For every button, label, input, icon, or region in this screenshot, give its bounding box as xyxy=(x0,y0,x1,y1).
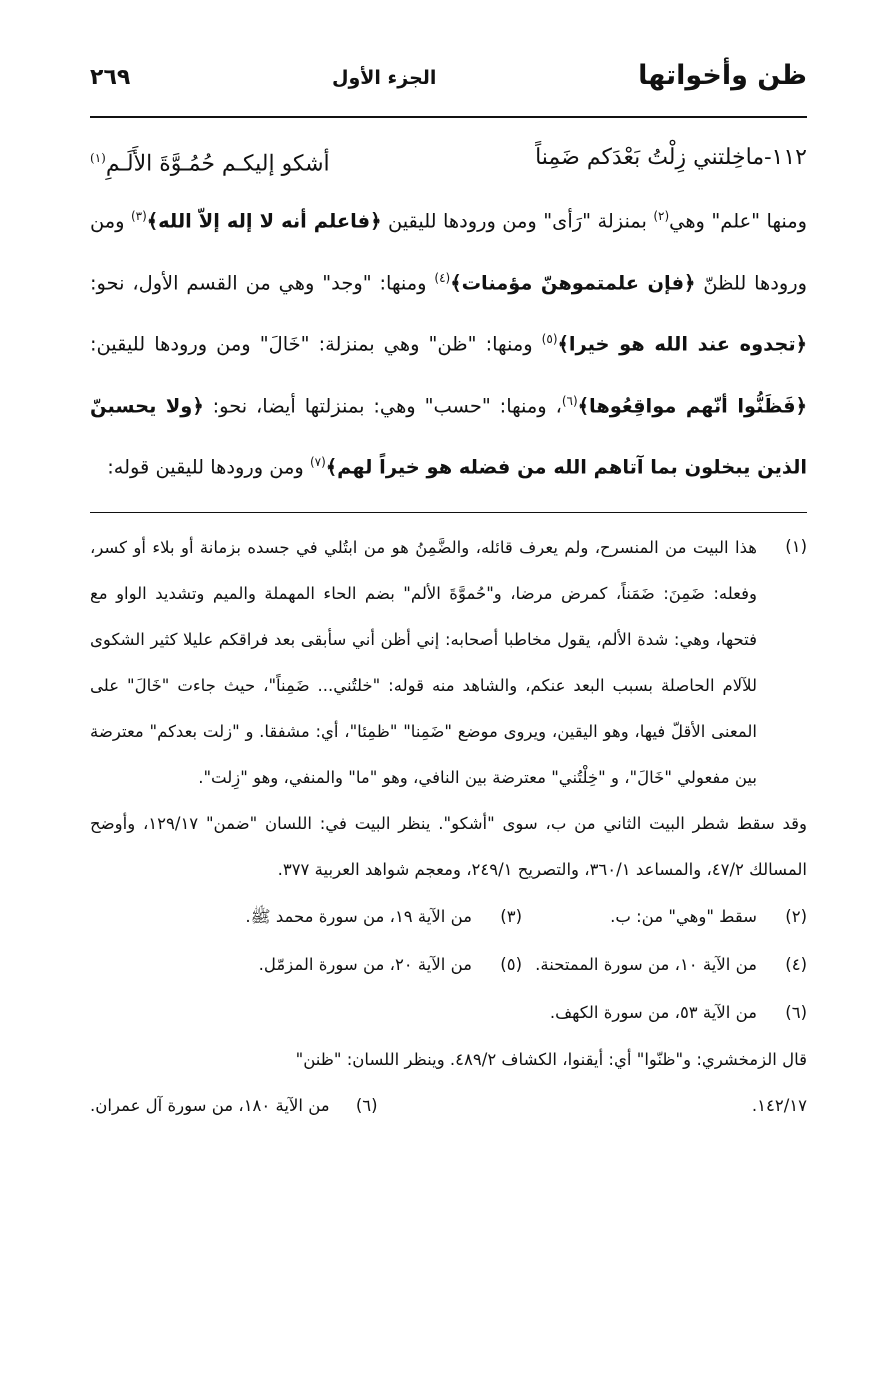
footnotes xyxy=(90,525,807,1129)
page-number: ٢٦٩ xyxy=(90,65,131,90)
footnote-6-continuation: قال الزمخشري: و"ظنّوا" أي: أيقنوا، الكشاف ٤٨٩/٢. وينظر اللسان: "ظنن" xyxy=(295,1049,807,1069)
footnote-number: (١) xyxy=(785,536,807,556)
text-segment: ومن ورودها للظنّ xyxy=(90,209,807,295)
footnote-ref: (٤) xyxy=(434,270,451,285)
text-segment: ومنها: "ظن" وهي بمنزلة: "خَالَ" ومن ورودها لليقين: xyxy=(90,332,542,356)
verse-number: ١١٢ xyxy=(771,145,807,170)
footnote-number: (٦) xyxy=(785,1002,807,1022)
text-segment: بمنزلة "رَأى" ومن ورودها لليقين xyxy=(381,209,654,233)
quran-quote: ﴿فَظَنُّوا أنّهم مواقِعُوها﴾ xyxy=(577,394,807,418)
footnote-row-2-3 xyxy=(90,893,807,941)
footnote-text: من الآية ١٩، من سورة محمد ﷺ. xyxy=(245,906,472,926)
footnote-ref: (٣) xyxy=(130,209,147,224)
text-segment: ومن ورودها لليقين قوله: xyxy=(107,455,310,479)
quran-quote: ﴿ولا يحسبنّ الذين يبخلون بما آتاهم الله من فضله هو خيراً لهم﴾ xyxy=(90,394,807,479)
footnote-number: (٤) xyxy=(785,954,807,974)
verse-hemistich-second xyxy=(90,138,330,184)
footnote-last-line xyxy=(90,1083,807,1129)
quran-quote: ﴿فاعلم أنه لا إله إلاّ الله﴾ xyxy=(146,209,382,233)
footnote-1 xyxy=(90,525,807,801)
footnote-separator xyxy=(90,512,807,513)
main-text xyxy=(90,188,807,495)
text-segment: ومنها "علم" وهي xyxy=(669,209,807,233)
quran-quote: ﴿تجدوه عند الله هو خيرا﴾ xyxy=(557,332,807,356)
verse-second-half: أشكو إليكـم حُمُـوَّةَ الأَلَـمِ xyxy=(105,151,330,177)
footnote-number: (٣) xyxy=(500,906,522,926)
running-title: ظن وأخواتها xyxy=(638,60,807,91)
footnote-text: من الآية ٥٣، من سورة الكهف. xyxy=(549,1002,757,1022)
footnote-ref: (٥) xyxy=(541,332,558,347)
footnote-text: هذا البيت من المنسرح، ولم يعرف قائله، والضَّمِنُ هو من ابتُلي في جسده بزمانة أو بلاء أو كسر، وفعله: ضَمِنَ: ضَمَناً، كمرض مرضا، و"حُموَّةَ الألم" بضم الحاء المهملة والميم وتشديد الواو مع فتحها، وهي: شدة الألم، يقول مخاطبا أصحابه: إني أظن أني سأبقى بعد فراقكم عليلا كثير الشكوى للآلام الحاصلة بسبب البعد عنكم، والشاهد منه قوله: "خلتُني... ضَمِناً"، حيث جاءت "خَالَ" على المعنى الأقلّ فيها، وهو اليقين، ويروى موضع "ضَمِنا" "ظمِئا"، أي: مشفقا. و "زلت بعدكم" معترضة بين مفعولي "خَالَ"، و "خِلْتُني" معترضة بين النافي، وهو "ما" والمنفي، وهو "زِلت". xyxy=(90,537,757,787)
footnote-text: من الآية ١٨٠، من سورة آل عمران. xyxy=(90,1095,330,1115)
footnote-row-6 xyxy=(90,989,807,1037)
verse-hemistich-first xyxy=(535,138,807,184)
text-segment: ، ومنها: "حسب" وهي: بمنزلتها أيضا، نحو: xyxy=(203,394,562,418)
footnote-number: (٦) xyxy=(355,1095,378,1115)
book-page xyxy=(90,60,807,1129)
footnote-1-continuation: وقد سقط شطر البيت الثاني من ب، سوى "أشكو". ينظر البيت في: اللسان "ضمن" ١٢٩/١٧، وأوضح المسالك ٤٧/٢، والمساعد ٣٦٠/١، والتصريح ٢٤٩/١، ومعجم شواهد العربية ٣٧٧. xyxy=(90,813,807,879)
footnote-text: ١٤٢/١٧. xyxy=(751,1095,807,1115)
footnote-text: سقط "وهي" من: ب. xyxy=(610,906,757,926)
footnote-7 xyxy=(90,1083,378,1129)
footnote-text: من الآية ٢٠، من سورة المزمّل. xyxy=(258,954,472,974)
footnote-number: (٢) xyxy=(785,906,807,926)
text-segment: ومنها: "وجد" وهي من القسم الأول، نحو: xyxy=(90,271,435,295)
footnote-ref: (١) xyxy=(90,151,106,165)
footnote-ref: (٧) xyxy=(309,455,326,470)
quran-quote: ﴿فإن علمتموهنّ مؤمنات﴾ xyxy=(450,271,696,295)
poetry-verse xyxy=(90,138,807,184)
footnote-text: من الآية ١٠، من سورة الممتحنة. xyxy=(535,954,757,974)
footnote-row-4-5 xyxy=(90,941,807,989)
part-label: الجزء الأول xyxy=(331,67,437,89)
footnote-ref: (٦) xyxy=(561,393,578,408)
verse-first-half: -ماخِلتني زِلْتُ بَعْدَكم ضَمِناً xyxy=(535,145,772,170)
page-header xyxy=(90,60,807,118)
footnote-number: (٥) xyxy=(500,954,522,974)
footnote-ref: (٢) xyxy=(653,209,670,224)
